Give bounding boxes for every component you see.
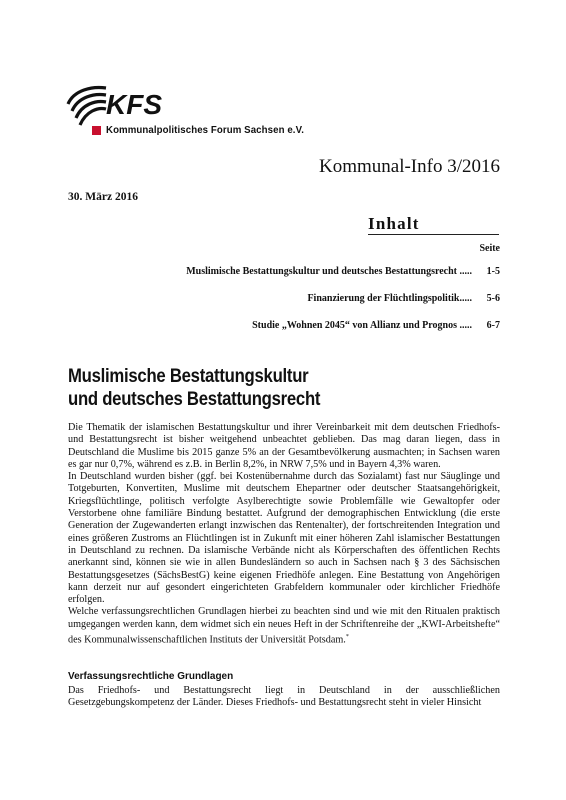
issue-date: 30. März 2016: [68, 191, 138, 203]
toc-item-pages: 6-7: [486, 320, 500, 331]
toc-item[interactable]: [307, 293, 500, 304]
section-heading: Verfassungsrechtliche Grundlagen: [68, 670, 234, 682]
article-title-line: und deutsches Bestattungsrecht: [68, 389, 321, 410]
article-title-line: Muslimische Bestattungskultur: [68, 366, 309, 387]
section-body: [68, 685, 500, 710]
paragraph: In Deutschland wurden bisher (ggf. bei Kostenübernahme durch das Sozialamt) fast nur Säuglinge und Totgeburten, Konvertiten, Muslime mit deutschem Ehepartner oder deutscher Staatsangehörigkeit, Kriegsflüchtlinge, politisch verfolgte Asylberechtigte sowie Problemfälle wie Gewaltopfer oder Verstorbene ohne familiäre Bindung bestattet. Aufgrund der demographischen Entwicklung (die erste Generation der Zugewanderten erlangt inzwischen das Rentenalter), der fortschreitenden Integration und eines größeren Zustroms an Flüchtlingen ist in Zukunft mit einer höheren Zahl islamischer Bestattungen in Deutschland zu rechnen. Da islamische Verbände nicht als Körperschaften des öffentlichen Rechts anerkannt sind, können sie wie in allen Bundesländern so auch in Sachsen nach § 3 des Sächsischen Bestattungsgesetzes (SächsBestG) keine eigenen Friedhöfe anlegen. Eine Bestattung von Angehörigen kann derzeit nur auf gesondert eingerichteten Grabfeldern kommunaler oder kirchlicher Friedhöfe erfolgen.: [68, 471, 500, 606]
toc-item-title: Studie „Wohnen 2045“ von Allianz und Prognos .....: [252, 320, 472, 331]
org-name: Kommunalpolitisches Forum Sachsen e.V.: [106, 124, 305, 136]
toc-item[interactable]: [186, 266, 500, 277]
toc-heading: Inhalt: [368, 214, 420, 233]
paragraph: Die Thematik der islamischen Bestattungskultur und ihrer Vereinbarkeit mit dem deutschen Friedhofs- und Bestattungsrecht ist bisher weitgehend unbeachtet geblieben. Das mag daran liegen, dass in Deutschland die Muslime bis 2015 ganze 5% an der Gesamtbevölkerung ausmachten; in Sachsen waren es gar nur 0,7%, während es z.B. in Berlin 8,2%, in NRW 7,5% und in Bayern 4,3% waren.: [68, 422, 500, 470]
paragraph: [68, 606, 500, 646]
article-body: [68, 422, 500, 647]
toc-item-title: Muslimische Bestattungskultur und deutsches Bestattungsrecht .....: [186, 266, 472, 277]
footnote-mark[interactable]: *: [345, 634, 349, 641]
document-title: Kommunal-Info 3/2016: [318, 156, 500, 177]
toc-item[interactable]: [252, 320, 500, 331]
red-square-icon: [92, 126, 101, 135]
toc-item-pages: 5-6: [486, 293, 500, 304]
logo-text: KFS: [106, 89, 162, 120]
toc-item-title: Finanzierung der Flüchtlingspolitik.....: [307, 293, 472, 304]
org-row: [92, 124, 321, 136]
toc-column-label: Seite: [479, 243, 500, 254]
paragraph: Das Friedhofs- und Bestattungsrecht liegt in Deutschland in der ausschließlichen Gesetzgebungskompetenz der Länder. Dieses Friedhofs- und Bestattungsrecht steht in vieler Hinsicht: [68, 685, 500, 709]
toc-item-pages: 1-5: [486, 266, 500, 277]
kfs-logo: [62, 84, 182, 128]
toc-divider: [368, 234, 499, 235]
paragraph-text: Welche verfassungsrechtlichen Grundlagen hierbei zu beachten sind und wie mit den Ritualen praktisch umgegangen werden kann, dem widmet sich ein neues Heft in der Schriftenreihe der „KWI-Arbeitshefte“ des Kommunalwissenschaftlichen Instituts der Universität Potsdam.: [68, 606, 500, 646]
article-title: [68, 365, 320, 411]
